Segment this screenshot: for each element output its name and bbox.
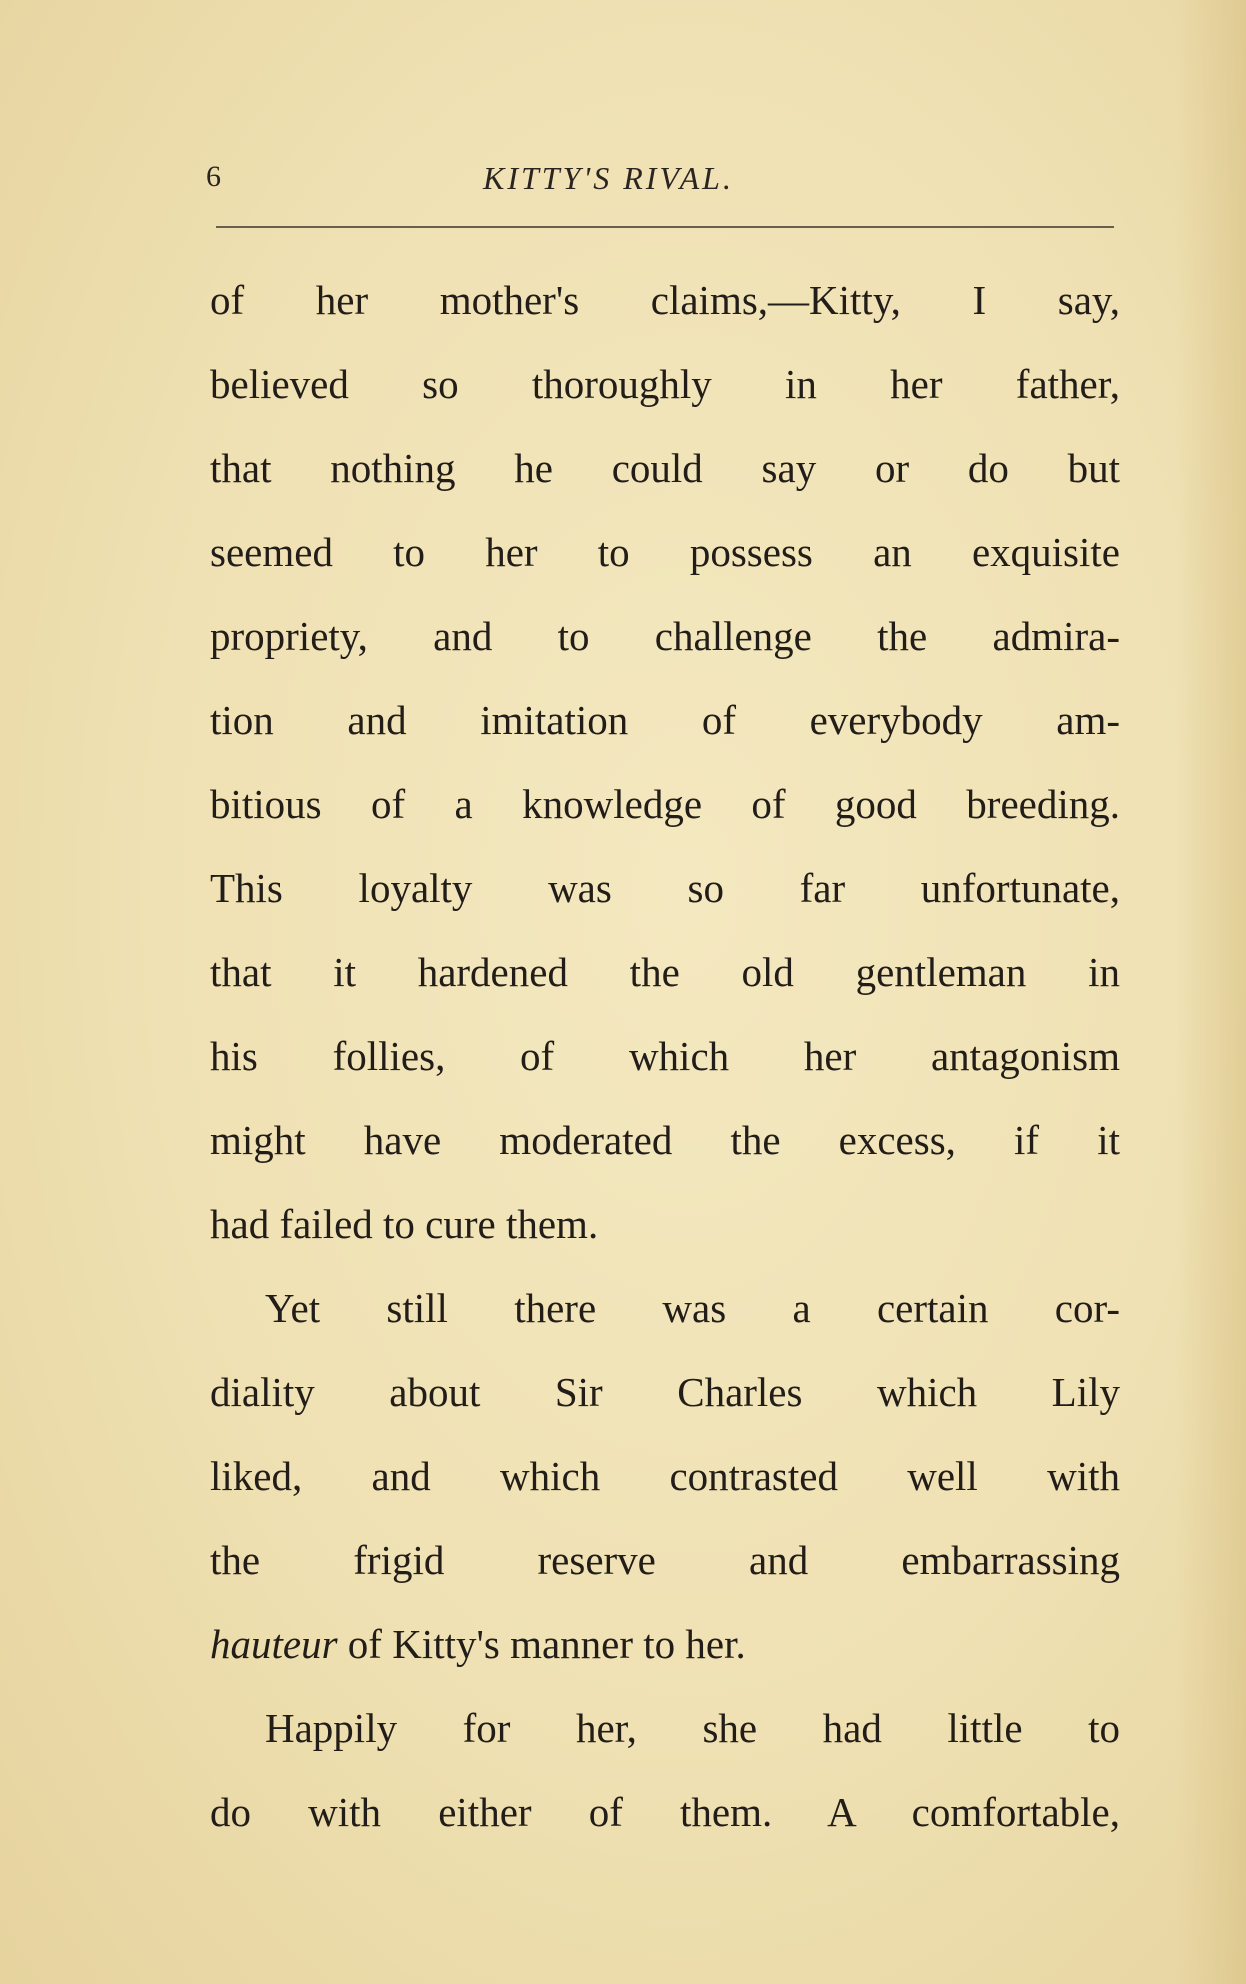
header-rule [216,226,1114,228]
italic-word: hauteur [210,1621,338,1667]
text-line: Happily for her, she had little to [265,1705,1120,1751]
text-line: seemed to her to possess an exquisite [210,529,1120,575]
text-line: tion and imitation of everybody am- [210,697,1120,743]
text-line: propriety, and to challenge the admira- [210,613,1120,659]
text-line: diality about Sir Charles which Lily [210,1369,1120,1415]
text-line [210,1602,1120,1686]
text-line: This loyalty was so far unfortunate, [210,865,1120,911]
text-line: Yet still there was a certain cor- [265,1285,1120,1331]
running-title: KITTY'S RIVAL. [483,160,734,196]
text-line: had failed to cure them. [210,1201,599,1247]
text-line: his follies, of which her antagonism [210,1033,1120,1079]
page-number: 6 [206,160,221,193]
text-line: that nothing he could say or do but [210,445,1120,491]
text-line: do with either of them. A comfortable, [210,1789,1120,1835]
text-line: believed so thoroughly in her father, [210,361,1120,407]
text-line: the frigid reserve and embarrassing [210,1537,1120,1583]
text-line: that it hardened the old gentleman in [210,949,1120,995]
running-head [0,150,1246,200]
text-line-rest: of Kitty's manner to her. [347,1621,746,1667]
body-text [210,258,1120,1854]
text-line: of her mother's claims,—Kitty, I say, [210,277,1120,323]
text-line: might have moderated the excess, if it [210,1117,1120,1163]
text-line: bitious of a knowledge of good breeding. [210,781,1120,827]
text-line: liked, and which contrasted well with [210,1453,1120,1499]
